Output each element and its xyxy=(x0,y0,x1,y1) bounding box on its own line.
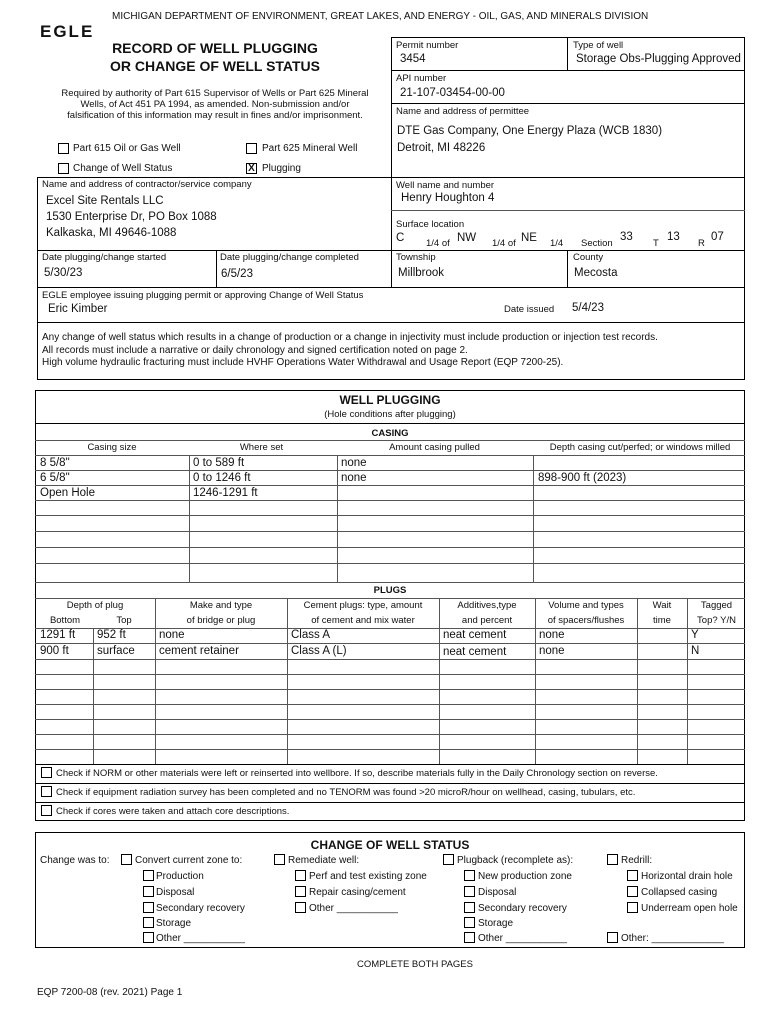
plugback-secondary-label: Secondary recovery xyxy=(478,903,567,914)
storage-label: Storage xyxy=(156,918,192,929)
change-status-checkbox[interactable] xyxy=(58,163,69,174)
quarter-1-value: C xyxy=(396,232,405,244)
casing-grid-line xyxy=(35,485,745,486)
plug-row-2-make: cement retainer xyxy=(159,645,239,657)
section-value: 33 xyxy=(620,231,633,243)
change-status-title: CHANGE OF WELL STATUS xyxy=(310,838,470,852)
form-title: RECORD OF WELL PLUGGING xyxy=(112,40,318,56)
casing-grid-line xyxy=(35,547,745,548)
township-t-value: 13 xyxy=(667,231,680,243)
norm-label: Check if NORM or other materials were left or reinserted into wellbore. If so, describe materials fully in the Daily Chronology section on reverse. xyxy=(56,768,658,779)
casing-grid-line xyxy=(35,500,745,501)
radiation-checkbox[interactable] xyxy=(41,786,52,797)
authority-note-1: Required by authority of Part 615 Supervisor of Wells or Part 625 Mineral xyxy=(61,88,369,99)
remediate-checkbox[interactable] xyxy=(274,854,285,865)
well-name-label: Well name and number xyxy=(396,180,495,191)
secondary-recovery-label: Secondary recovery xyxy=(156,903,245,914)
quarter-2-value: NW xyxy=(457,232,477,244)
plug-grid-line xyxy=(35,659,745,660)
part615-checkbox[interactable] xyxy=(58,143,69,154)
plug-header-make: Make and type xyxy=(189,600,253,611)
plug-header-mix-water: of cement and mix water xyxy=(311,615,415,626)
range-value: 07 xyxy=(711,231,724,243)
repair-casing-label: Repair casing/cement xyxy=(309,887,406,898)
plug-grid-line xyxy=(35,643,745,644)
convert-other-label: Other ___________ xyxy=(156,933,245,944)
permittee-line-1: DTE Gas Company, One Energy Plaza (WCB 1830) xyxy=(397,125,663,137)
plug-grid-line xyxy=(35,598,745,599)
quarter-3-label: 1/4 xyxy=(550,238,564,249)
plugback-disposal-label: Disposal xyxy=(478,887,517,898)
authority-note-2: Wells, of Act 451 PA 1994, as amended. Non-submission and/or xyxy=(80,99,350,110)
casing-row-3-size: Open Hole xyxy=(40,487,95,499)
quarter-1-of-label: 1/4 of xyxy=(426,238,450,249)
egle-logo: EGLE xyxy=(40,22,95,41)
plugback-storage-label: Storage xyxy=(478,918,514,929)
type-of-well-value: Storage Obs-Plugging Approved xyxy=(576,53,741,65)
plugback-checkbox[interactable] xyxy=(443,854,454,865)
township-t-label: T xyxy=(653,238,659,249)
plug-row-1-tagged: Y xyxy=(691,629,699,641)
range-label: R xyxy=(698,238,705,249)
form-subtitle: OR CHANGE OF WELL STATUS xyxy=(110,58,320,74)
authority-note-3: falsification of this information may result in fines and/or imprisonment. xyxy=(67,110,363,121)
plugging-label: Plugging xyxy=(262,163,301,174)
plug-header-spacers: of spacers/flushes xyxy=(547,615,625,626)
change-status-label: Change of Well Status xyxy=(73,163,173,174)
casing-row-1-pulled: none xyxy=(341,457,367,469)
casing-row-3-where: 1246-1291 ft xyxy=(193,487,258,499)
production-label: Production xyxy=(156,871,204,882)
norm-checkbox[interactable] xyxy=(41,767,52,778)
plug-grid-line xyxy=(35,674,745,675)
egle-employee-label: EGLE employee issuing plugging permit or approving Change of Well Status xyxy=(42,290,364,301)
county-label: County xyxy=(573,252,604,263)
plug-header-cement: Cement plugs: type, amount xyxy=(303,600,423,611)
plugs-title: PLUGS xyxy=(373,585,407,596)
casing-header-size: Casing size xyxy=(87,442,137,453)
plug-row-1-additives: neat cement xyxy=(443,629,507,641)
note-line-3: High volume hydraulic fracturing must include HVHF Operations Water Withdrawal and Usage Report (EQP 7200-25). xyxy=(42,357,564,368)
api-number-label: API number xyxy=(396,73,447,84)
quarter-3-value: NE xyxy=(521,232,537,244)
horizontal-drain-label: Horizontal drain hole xyxy=(641,871,733,882)
casing-header-depth-cut: Depth casing cut/perfed; or windows milled xyxy=(549,442,731,453)
plugback-label: Plugback (recomplete as): xyxy=(457,855,574,866)
casing-row-1-size: 8 5/8" xyxy=(40,457,70,469)
casing-header-where-set: Where set xyxy=(239,442,284,453)
plug-header-tagged: Tagged xyxy=(700,600,733,611)
redrill-checkbox[interactable] xyxy=(607,854,618,865)
well-name-value: Henry Houghton 4 xyxy=(401,192,495,204)
plug-grid-line xyxy=(35,749,745,750)
contractor-label: Name and address of contractor/service company xyxy=(42,179,252,190)
convert-other-checkbox[interactable] xyxy=(143,932,154,943)
change-was-to-label: Change was to: xyxy=(40,855,110,866)
casing-header-amount-pulled: Amount casing pulled xyxy=(389,442,480,453)
radiation-label: Check if equipment radiation survey has been completed and no TENORM was found >20 microR/hour on wellhead, casing, tubulars, etc. xyxy=(56,787,636,798)
date-issued-label: Date issued xyxy=(504,304,555,315)
plug-grid-line xyxy=(35,719,745,720)
redrill-label: Redrill: xyxy=(621,855,653,866)
plugging-checkbox[interactable]: X xyxy=(246,163,257,174)
date-issued-value: 5/4/23 xyxy=(572,302,604,314)
plug-grid-line xyxy=(35,704,745,705)
date-completed-value: 6/5/23 xyxy=(221,268,253,280)
contractor-line-1: Excel Site Rentals LLC xyxy=(46,195,164,207)
disposal-label: Disposal xyxy=(156,887,195,898)
remediate-other-label: Other ___________ xyxy=(309,903,398,914)
collapsed-casing-checkbox[interactable] xyxy=(627,886,638,897)
casing-row-2-pulled: none xyxy=(341,472,367,484)
plug-header-bridge: of bridge or plug xyxy=(186,615,256,626)
plug-grid-line xyxy=(35,689,745,690)
plug-row-2-cement: Class A (L) xyxy=(291,645,347,657)
permit-number-value: 3454 xyxy=(400,53,426,65)
plug-grid-line xyxy=(35,734,745,735)
casing-row-2-depth-cut: 898-900 ft (2023) xyxy=(538,472,627,484)
casing-grid-line xyxy=(35,455,745,456)
plug-header-top: Top xyxy=(116,615,132,626)
casing-grid-line xyxy=(35,531,745,532)
plug-row-2-additives: neat cement xyxy=(443,646,507,658)
new-production-zone-checkbox[interactable] xyxy=(464,870,475,881)
township-label: Township xyxy=(396,252,436,263)
complete-both-pages: COMPLETE BOTH PAGES xyxy=(357,959,473,970)
plug-row-1-make: none xyxy=(159,629,185,641)
casing-grid-line xyxy=(35,440,745,441)
repair-casing-checkbox[interactable] xyxy=(295,886,306,897)
form-number: EQP 7200-08 (rev. 2021) Page 1 xyxy=(37,987,183,998)
remediate-label: Remediate well: xyxy=(288,855,360,866)
casing-row-2-where: 0 to 1246 ft xyxy=(193,472,251,484)
plug-header-additives: Additives,type xyxy=(457,600,517,611)
casing-row-1-where: 0 to 589 ft xyxy=(193,457,245,469)
part625-label: Part 625 Mineral Well xyxy=(262,143,358,154)
collapsed-casing-label: Collapsed casing xyxy=(641,887,718,898)
casing-title: CASING xyxy=(371,428,409,439)
plug-header-volume: Volume and types xyxy=(548,600,624,611)
plug-header-time: time xyxy=(653,615,671,626)
plugback-disposal-checkbox[interactable] xyxy=(464,886,475,897)
well-plugging-title: WELL PLUGGING xyxy=(339,393,441,407)
underream-checkbox[interactable] xyxy=(627,902,638,913)
plug-row-1-volume: none xyxy=(539,629,565,641)
township-value: Millbrook xyxy=(398,267,445,279)
plug-row-2-tagged: N xyxy=(691,645,700,657)
underream-label: Underream open hole xyxy=(641,903,738,914)
plug-row-2-bottom: 900 ft xyxy=(40,645,69,657)
horizontal-drain-checkbox[interactable] xyxy=(627,870,638,881)
permit-number-label: Permit number xyxy=(396,40,459,51)
casing-grid-line xyxy=(35,470,745,471)
api-number-value: 21-107-03454-00-00 xyxy=(400,87,505,99)
plug-header-percent: and percent xyxy=(461,615,513,626)
disposal-checkbox[interactable] xyxy=(143,886,154,897)
plugback-secondary-checkbox[interactable] xyxy=(464,902,475,913)
plug-row-1-top: 952 ft xyxy=(97,629,126,641)
well-plugging-subtitle: (Hole conditions after plugging) xyxy=(324,409,456,420)
plug-grid-line xyxy=(35,628,745,629)
contractor-line-2: 1530 Enterprise Dr, PO Box 1088 xyxy=(46,211,217,223)
egle-employee-value: Eric Kimber xyxy=(48,303,108,315)
casing-grid-line xyxy=(35,515,745,516)
cores-checkbox[interactable] xyxy=(41,805,52,816)
casing-grid-line xyxy=(35,563,745,564)
production-checkbox[interactable] xyxy=(143,870,154,881)
county-value: Mecosta xyxy=(574,267,618,279)
note-line-1: Any change of well status which results in a change of production or a change in injectivity must include production or injection test records. xyxy=(42,332,658,343)
status-other-checkbox[interactable] xyxy=(607,932,618,943)
storage-checkbox[interactable] xyxy=(143,917,154,928)
plugback-storage-checkbox[interactable] xyxy=(464,917,475,928)
contractor-line-3: Kalkaska, MI 49646-1088 xyxy=(46,227,177,239)
date-started-value: 5/30/23 xyxy=(44,267,83,279)
plug-header-depth: Depth of plug xyxy=(66,600,124,611)
remediate-other-checkbox[interactable] xyxy=(295,902,306,913)
part615-label: Part 615 Oil or Gas Well xyxy=(73,143,181,154)
plug-header-wait: Wait xyxy=(652,600,672,611)
date-started-label: Date plugging/change started xyxy=(42,252,167,263)
plug-row-2-top: surface xyxy=(97,645,135,657)
plug-header-bottom: Bottom xyxy=(49,615,81,626)
new-production-zone-label: New production zone xyxy=(478,871,572,882)
status-other-label: Other: _____________ xyxy=(621,933,724,944)
convert-zone-label: Convert current zone to: xyxy=(135,855,243,866)
plug-header-top-yn: Top? Y/N xyxy=(697,615,736,626)
plug-row-1-cement: Class A xyxy=(291,629,330,641)
plugback-other-label: Other ___________ xyxy=(478,933,567,944)
note-line-2: All records must include a narrative or daily chronology and signed certification noted on page 2. xyxy=(42,345,468,356)
department-header: MICHIGAN DEPARTMENT OF ENVIRONMENT, GREAT LAKES, AND ENERGY - OIL, GAS, AND MINERALS DIVISION xyxy=(112,11,649,22)
perf-test-label: Perf and test existing zone xyxy=(309,871,427,882)
plug-row-1-bottom: 1291 ft xyxy=(40,629,76,641)
plug-row-2-volume: none xyxy=(539,645,565,657)
permittee-line-2: Detroit, MI 48226 xyxy=(397,142,486,154)
permittee-label: Name and address of permittee xyxy=(396,106,530,117)
secondary-recovery-checkbox[interactable] xyxy=(143,902,154,913)
part625-checkbox[interactable] xyxy=(246,143,257,154)
section-label: Section xyxy=(581,238,613,249)
surface-location-label: Surface location xyxy=(396,219,465,230)
quarter-2-of-label: 1/4 of xyxy=(492,238,516,249)
type-of-well-label: Type of well xyxy=(573,40,624,51)
cores-label: Check if cores were taken and attach core descriptions. xyxy=(56,806,290,817)
date-completed-label: Date plugging/change completed xyxy=(220,252,359,263)
perf-test-checkbox[interactable] xyxy=(295,870,306,881)
casing-row-2-size: 6 5/8" xyxy=(40,472,70,484)
convert-zone-checkbox[interactable] xyxy=(121,854,132,865)
plugback-other-checkbox[interactable] xyxy=(464,932,475,943)
